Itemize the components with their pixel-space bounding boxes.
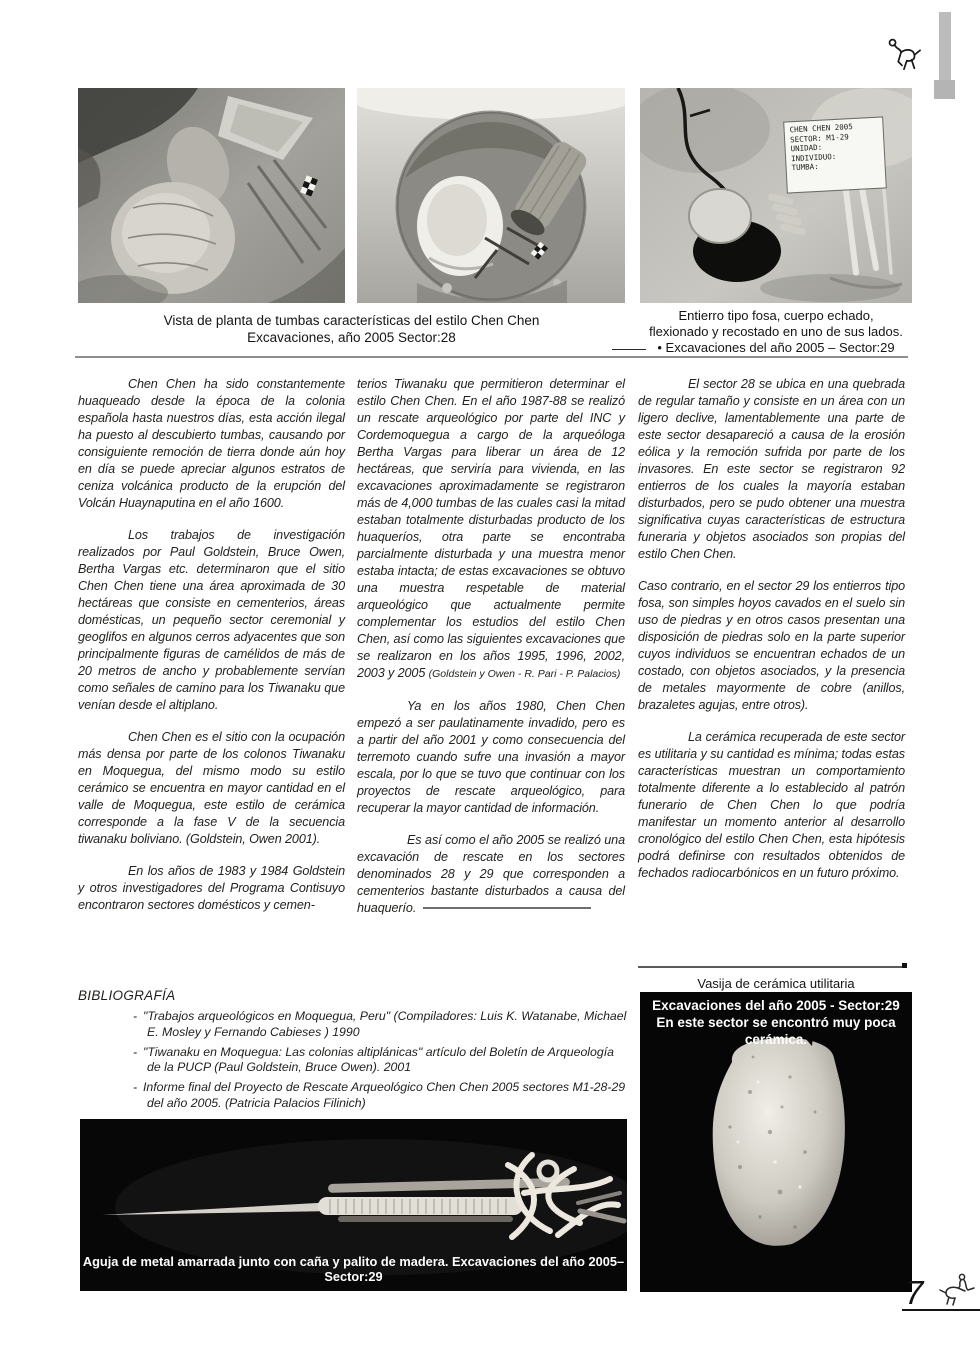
- caption-on-photo: Aguja de metal amarrada junto con caña y palito de madera. Excavaciones del año 2005–Sector:29: [82, 1254, 625, 1284]
- petroglyph-lines: [940, 1274, 974, 1305]
- caption-line: Excavaciones del año 2005 - Sector:29: [652, 998, 900, 1013]
- page-edge-bar-foot: [934, 80, 955, 99]
- caption-photos-left: [78, 313, 625, 346]
- sign-line: UNIDAD:: [790, 142, 823, 154]
- petroglyph-camelid-icon: [884, 34, 922, 76]
- paragraph: En los años de 1983 y 1984 Goldstein y otros investigadores del Programa Contisuyo encontraron sectores domésticos y cemen-: [78, 864, 345, 912]
- excavation-label-card: [784, 117, 886, 192]
- page-number: 7: [905, 1274, 924, 1311]
- caption-photo-right: [640, 308, 912, 355]
- article-column-3: [638, 376, 905, 897]
- caption-line: Excavaciones, año 2005 Sector:28: [247, 329, 456, 345]
- bibliography-item: [133, 1045, 630, 1077]
- bibliography: [78, 988, 630, 1116]
- petroglyph-camelid-icon: [938, 1272, 978, 1306]
- photo-circular-pit-vessels: [357, 88, 625, 303]
- sign-line: SECTOR: M1-29: [789, 131, 849, 144]
- bibliography-item: [133, 1080, 630, 1112]
- paragraph: La cerámica recuperada de este sector es utilitaria y su cantidad es mínima; todas estas características muestran un comportamiento totalmente diferente a lo establecido al patrón funerario de Chen Chen lo que podría manifestar un momento anterior al desarrollo cronológico del estilo Chen Chen, esta hipótesis podrá definirse con resultados obtenidos de fechados radiocarbónicos en un futuro próximo.: [638, 730, 905, 880]
- photo-illustration: [78, 88, 345, 303]
- page-edge-bar: [939, 12, 951, 82]
- paragraph-text: Es así como el año 2005 se realizó una excavación de rescate en los sectores denominados 28 y 29 que corresponden a cementerios bastante disturbados a causa del huaquerío.: [357, 833, 625, 915]
- paragraph: [357, 376, 625, 683]
- trailing-rule: [423, 907, 591, 909]
- caption-line: En este sector se encontró muy poca cerámica.: [656, 1015, 896, 1047]
- caption-pointer-line: [612, 349, 646, 350]
- article-column-2: [357, 376, 625, 932]
- footer-rule: [902, 1309, 980, 1311]
- paragraph: Los trabajos de investigación realizados por Paul Goldstein, Bruce Owen, Bertha Vargas etc. determinaron que el sitio Chen Chen tiene una área aproximada de 30 hectáreas que consiste en cementerios, áreas domésticas, un pequeño sector ceremonial y geoglifos en algunos cerros adyacentes que son principalmente figuras de camélidos de más de 20 metros de ancho y probablemente servían como señales de camino para los Tiwanaku que venían desde el altiplano.: [78, 528, 345, 712]
- bibliography-text: "Trabajos arqueológicos en Moquegua, Peru" (Compiladores: Luis K. Watanabe, Michael E. Mosley y Fernando Cabieses ) 1990: [143, 1009, 627, 1039]
- sign-line: INDIVIDUO:: [790, 151, 837, 164]
- paragraph: Chen Chen es el sitio con la ocupación más densa por parte de los colonos Tiwanaku en Moquegua, del mismo modo su estilo cerámico se encuentra en mayor cantidad en el valle de Moquegua, este estilo de cerámica corresponde a la fase V de la secuencia tiwanaku boliviano. (Goldstein, Owen 2001).: [78, 730, 345, 846]
- paragraph: Chen Chen ha sido constantemente huaqueado desde la época de la colonia española hasta nuestros días, esta acción ilegal ha puesto al descubierto tumbas, causando por consiguiente remoción de tierra donde aún hoy en día se puede apreciar algunos estratos de ceniza volcánica producto de la erupción del Volcán Huaynaputina en el año 1600.: [78, 377, 345, 510]
- caption-line: Vista de planta de tumbas características del estilo Chen Chen: [163, 313, 540, 328]
- sign-line: TUMBA:: [791, 162, 819, 173]
- citation-note: (Goldstein y Owen - R. Pari - P. Palacios): [428, 668, 621, 680]
- photo-ceramic-vessel: [640, 992, 912, 1292]
- caption-vessel: Vasija de cerámica utilitaria: [697, 976, 855, 991]
- bibliography-title: BIBLIOGRAFÍA: [78, 988, 176, 1003]
- section-end-rule: [638, 966, 905, 968]
- paragraph: Caso contrario, en el sector 29 los entierros tipo fosa, son simples hoyos cavados en el suelo sin uso de piedras y en otros casos presentan una disposición de piedras solo en la parte superior cuyos individuos se encuentran echados de un costado, con objetos asociados, y la presencia de metales mayormente de cobre (anillos, brazaletes agujas, entre otros).: [638, 579, 905, 712]
- sign-line: CHEN CHEN 2005: [789, 122, 853, 135]
- photo-metal-needle: [80, 1119, 627, 1291]
- paragraph: El sector 28 se ubica en una quebrada de regular tamaño y consiste en un área con un ligero declive, lamentablemente una parte de este sector desapareció a causa de la erosión eólica y la remoción sufrida por parte de los invasores. En este sector se registraron 92 entierros de los cuales la mayoría estaban disturbados, pero se pudo obtener una muestra significativa cuyas características de estructura funeraria y objetos asociados son propias del estilo Chen Chen.: [638, 377, 905, 561]
- paragraph-text: terios Tiwanaku que permitieron determinar el estilo Chen Chen. En el año 1987-88 se realizó un rescate arqueológico por parte del INC y Cordemoquegua a cargo de la arqueóloga Bertha Vargas para liberar un área de 12 hectáreas, que serviría para vivienda, en las excavaciones aproximadamente se registraron más de 4,000 tumbas de las cuales casi la mitad estaban totalmente disturbadas producto de los huaqueríos, otra parte se encontraba parcialmente disturbada y una muestra menor estaba intacta; de estas excavaciones se obtuvo una muestra respetable de material arqueológico que actualmente permite complementar los estudios del estilo Chen Chen, así como las siguientes excavaciones que se realizaron en los años 1995, 1996, 2002, 2003 y 2005: [357, 377, 625, 680]
- horizontal-rule: [75, 356, 908, 358]
- article-column-1: [78, 376, 345, 929]
- photo-tomb-mummy-bundle: [78, 88, 345, 303]
- petroglyph-lines: [890, 40, 921, 70]
- bibliography-list: [78, 1009, 630, 1112]
- bibliography-text: Informe final del Proyecto de Rescate Arqueológico Chen Chen 2005 sectores M1-28-29 del año 2005. (Patricia Palacios Filinich): [143, 1080, 626, 1110]
- dash-bullet: -: [133, 1080, 138, 1095]
- photo-illustration: [357, 88, 625, 303]
- caption-line: • Excavaciones del año 2005 – Sector:29: [657, 339, 895, 355]
- photo-fossa-burial: [640, 88, 912, 303]
- bibliography-text: "Tiwanaku en Moquegua: Las colonias altiplánicas" artículo del Boletín de Arqueología de la PUCP (Paul Goldstein, Bruce Owen). 2001: [143, 1044, 614, 1075]
- paragraph: Ya en los años 1980, Chen Chen empezó a ser paulatinamente invadido, pero es a partir del año 2001 y como consecuencia del terremoto cuando sufre una invasión a mayor escala, por lo que se tuvo que continuar con los proyectos de rescate arqueológico, para recuperar la mayor cantidad de información.: [357, 699, 625, 815]
- bibliography-item: [133, 1009, 630, 1041]
- caption-line: flexionado y recostado en uno de sus lados.: [649, 323, 903, 339]
- caption-line: Entierro tipo fosa, cuerpo echado,: [678, 308, 874, 323]
- dash-bullet: -: [133, 1044, 138, 1059]
- paragraph: [357, 832, 625, 917]
- caption-on-photo: [640, 997, 912, 1048]
- dash-bullet: -: [133, 1009, 138, 1023]
